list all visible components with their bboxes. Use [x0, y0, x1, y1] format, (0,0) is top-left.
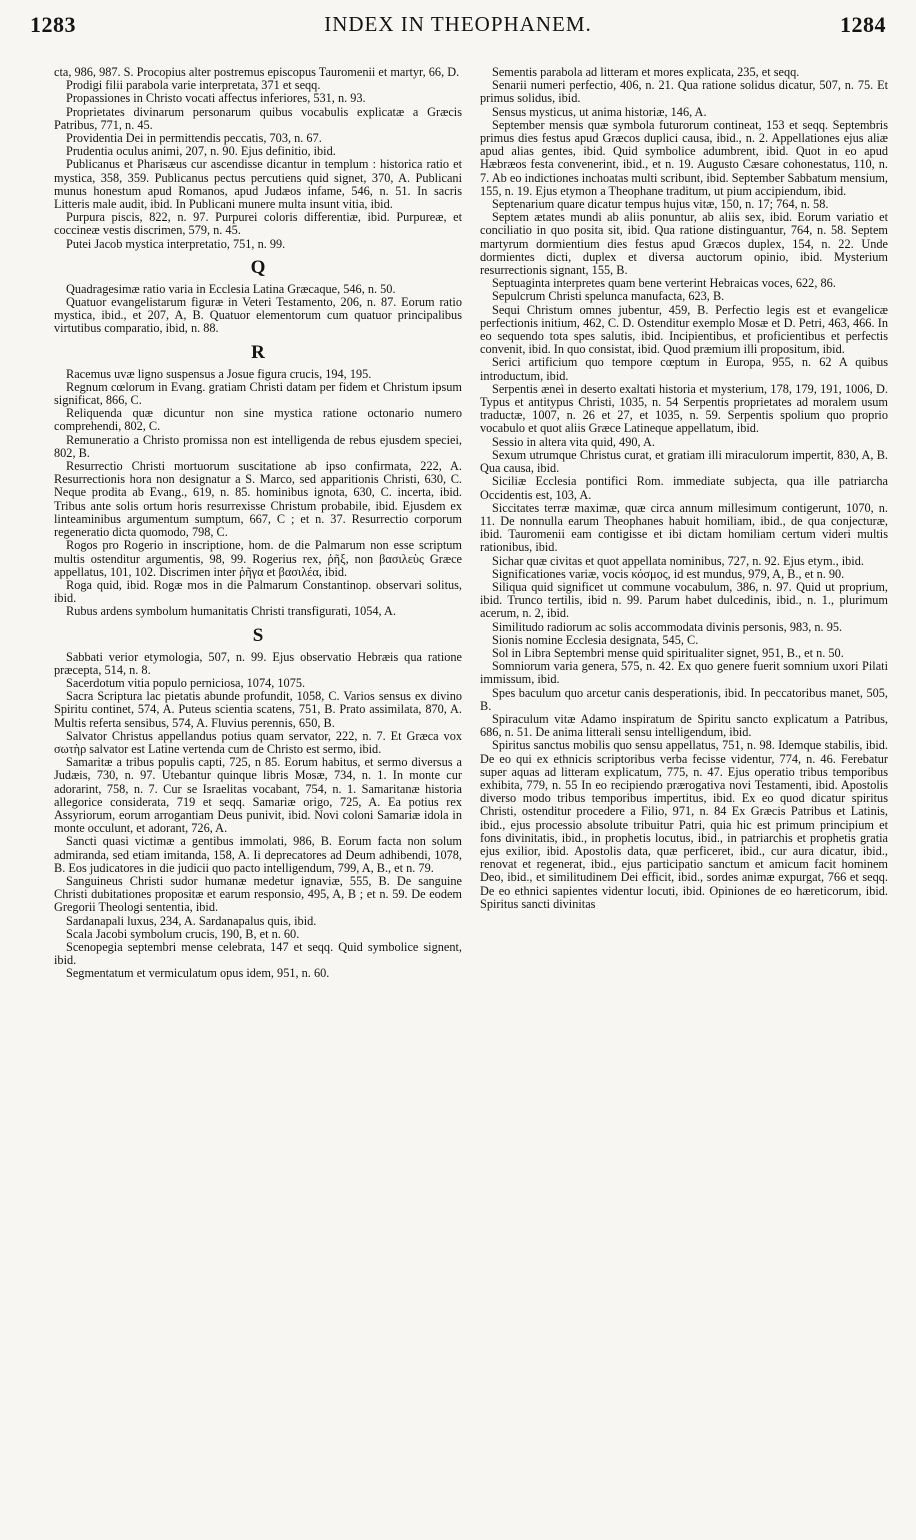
index-entry: Segmentatum et vermiculatum opus idem, 951, n. 60. [66, 966, 330, 981]
index-entry: Sacra Scriptura lac pietatis abunde profundit, 1058, C. Varios sensus ex divino Spiritu continet, 574, A. Puteus scientia scatens, 751, B. Prato assimilata, 870, A. Multis referta sensibus, 574, A. Fluvius perennis, 650, B. [54, 689, 462, 730]
index-entry: Somniorum varia genera, 575, n. 42. Ex quo genere fuerit somnium uxori Pilati immissum, ibid. [480, 659, 888, 687]
index-entry: Sol in Libra Septembri mense quid spiritualiter signet, 951, B., et n. 50. [492, 645, 844, 660]
index-entry: September mensis quæ symbola futurorum contineat, 153 et seqq. Septembris primus dies festus apud Græcos duplici causa, ibid., n. 2. Appellationes ejus aliæ apud alias gentes, ibid. Quid symbolice adumbrent, ibid. Quot in eo apud Hæbræos festa convenerint, ibid., et n. 19. Augusto Cæsare cohonestatus, 110, n. 7. Ab eo indictiones inchoatas multi scribunt, ibid. September Sabbatum mensium, 155, n. 19. Ejus etymon a Theophane traditum, ut pium accipiendum, ibid. [480, 117, 888, 198]
running-title: INDEX IN THEOPHANEM. [324, 12, 592, 36]
index-entry: Sequi Christum omnes jubentur, 459, B. Perfectio legis est et evangelicæ perfectionis initium, 462, C. D. Ostenditur exemplo Mosæ et D. Petri, 463, 466. In eo sequendo tota spes salutis, ibid. Incipientibus, et proficientibus et perfectis convenit, ibid. In quo consistat, ibid. Quod præmium illi propositum, ibid. [480, 302, 888, 357]
index-entry: Siliqua quid significet ut commune vocabulum, 386, n. 97. Quid ut proprium, ibid. Trunco tertilis, ibid n. 99. Parum habet dulcedinis, ibid., n. 1., plurimum acerum, n. 2, ibid. [480, 579, 888, 621]
index-entry: Proprietates divinarum personarum quibus vocabulis explicatæ a Græcis Patribus, 771, n. 45. [54, 104, 462, 132]
index-entry: Scala Jacobi symbolum crucis, 190, B, et n. 60. [66, 926, 300, 941]
index-entry: Providentia Dei in permittendis peccatis, 703, n. 67. [66, 131, 322, 146]
index-entry: Roga quid, ibid. Rogæ mos in die Palmarum Constantinop. observari solitus, ibid. [54, 577, 462, 606]
index-entry: Spiritus sanctus mobilis quo sensu appellatus, 751, n. 98. Idemque stabilis, ibid. De eo qui ex ethnicis scriptoribus verba fecisse videntur, 774, n. 46. Ferebatur super aquas ad litteram explicatum, 775, n. 47. Ejus operatio tribus temporibus exhibita, 779, n. 55 In eo recipiendo prærogativa novi Testamenti, ibid. Apostolis diverso modo tribus temporibus impertitus, ibid. Ex eo quod dicatur spiritus Christi, ostenditur procedere a Filio, 971, n. 84 Ex Græcis Patribus et Latinis, ibid., ejus processio absolute tribuitur Patri, quia hic est primum principium et fons divinitatis, ibid., in prophetis locutus, ibid., in patriarchis et prophetis gratia ejus exilior, ibid. Apostolis data, quæ perficeret, ibid., cur aura dicatur, ibid., renovat et regenerat, ibid., ejus participatio sanctum et amicum facit hominem Deo, ibid., et similitudinem Dei efficit, ibid., sordes animæ expurgat, 766 et seqq. De eo ethnici sapientes videntur locuti, ibid. Opiniones de eo hæreticorum, ibid. Spiritus sancti divinitas [480, 738, 888, 911]
index-entry: Spes baculum quo arcetur canis desperationis, ibid. In peccatoribus manet, 505, B. [480, 685, 888, 713]
index-entry: Senarii numeri perfectio, 406, n. 21. Qua ratione solidus dicatur, 507, n. 75. Et primus solidus, ibid. [480, 78, 888, 106]
section-letter: R [251, 341, 265, 363]
page-header [30, 8, 886, 48]
right-column [480, 66, 888, 1520]
index-entry: Regnum cœlorum in Evang. gratiam Christi datam per fidem et Christum ipsum significat, 866, C. [54, 379, 462, 408]
index-entry: Sancti quasi victimæ a gentibus immolati, 986, B. Eorum facta non solum admiranda, sed etiam imitanda, 158, A. Ii deprecatores ad Deum adhibendi, 1078, B. Eos judicatores in die judicii quo pacto intelligendum, 799, A, B., et n. 79. [54, 834, 462, 875]
index-entry: Sabbati verior etymologia, 507, n. 99. Ejus observatio Hebræis qua ratione præcepta, 514, n. 8. [54, 649, 462, 677]
index-entry: Sionis nomine Ecclesia designata, 545, C. [492, 632, 699, 647]
index-entry: cta, 986, 987. S. Procopius alter postremus episcopus Tauromenii et martyr, 66, D. [54, 66, 460, 79]
index-entry: Sessio in altera vita quid, 490, A. [492, 434, 655, 449]
section-letter: Q [250, 256, 266, 278]
index-entry: Propassiones in Christo vocati affectus inferiores, 531, n. 93. [66, 91, 366, 106]
index-entry: Sensus mysticus, ut anima historiæ, 146, A. [492, 104, 707, 119]
index-entry: Sacerdotum vitia populo perniciosa, 1074, 1075. [66, 675, 306, 690]
index-entry: Septuaginta interpretes quam bene verterint Hebraicas voces, 622, 86. [492, 276, 836, 291]
left-column [54, 66, 462, 1520]
index-entry: Putei Jacob mystica interpretatio, 751, n. 99. [66, 236, 286, 251]
index-entry: Publicanus et Pharisæus cur ascendisse dicantur in templum : historica ratio et mystica, 358, 359. Publicanus pectus percutiens quid signet, 370, A. Publicani munus honestum apud Romanos, apud Judæos infame, 546, n. 51. In sacris Litteris male audit, ibid. In Publicani munere multa insunt vitia, ibid. [54, 157, 462, 212]
page-number-left: 1283 [30, 12, 76, 37]
index-columns [54, 66, 888, 1520]
index-entry: Quadragesimæ ratio varia in Ecclesia Latina Græcaque, 546, n. 50. [66, 281, 396, 296]
index-entry: Samaritæ a tribus populis capti, 725, n 85. Eorum habitus, et sermo diversus a Judæis, 730, n. 97. Utebantur quinque libris Mosæ, 734, n. 1. In monte cur adorarint, 758, n. 7. Cur se Israelitas vocabant, 754, n. 1. Samaritanæ historia allegorice considerata, 719 et seqq. Samariæ origo, 725, A. Ea potius rex Assyriorum, eorum arrogantiam Deus punivit, ibid. Novi coloni Samariæ idola in monte occulunt, et adorant, 726, A. [54, 755, 462, 836]
index-entry: Purpura piscis, 822, n. 97. Purpurei coloris differentiæ, ibid. Purpureæ, et coccineæ vestis discrimen, 579, n. 45. [54, 210, 462, 238]
index-entry: Reliquenda quæ dicuntur non sine mystica ratione octonario numero comprehendi, 802, C. [54, 406, 462, 434]
index-entry: Remuneratio a Christo promissa non est intelligenda de rebus ejusdem speciei, 802, B. [54, 432, 462, 460]
index-entry: Siccitates terræ maximæ, quæ circa annum millesimum contigerunt, 1070, n. 11. De nonnulla earum Theophanes habuit homiliam, ibid., de qua conjecturæ, ibid. Tauromenii eam contigisse et ibi dictam homiliam certum videri multis rationibus, ibid. [480, 500, 888, 555]
index-entry: Sementis parabola ad litteram et mores explicata, 235, et seqq. [492, 66, 800, 79]
index-entry: Serpentis æneì in deserto exaltati historia et mysterium, 178, 179, 191, 1006, D. Typus et antitypus Christi, 1035, n. 54 Serpentis proprietates ad moralem usum traductæ, 1007, n. 26 et 27, et 1035, n. 59. Serpentis spolium quo proprio vocabulo et quot aliis Græce Latineque appellatum, ibid. [480, 381, 888, 436]
index-entry: Prudentia oculus animi, 207, n. 90. Ejus definitio, ibid. [66, 144, 336, 159]
index-entry: Resurrectio Christi mortuorum suscitatione ab ipso confirmata, 222, A. Resurrectionis hora non designatur a S. Marco, sed apparitionis Christi, 630, C. Neque prodita ab Evang., 619, n. 85. hominibus ignota, 630, C. incerta, ibid. Tribus ante solis ortum horis resurrexisse Christum probabile, ibid. Ejusdem ex linteaminibus argumentum sumptum, 667, C ; et n. 37. Resurrectio corporum regeneratio dicta quomodo, 798, C. [54, 459, 462, 540]
index-entry: Siciliæ Ecclesia pontifici Rom. immediate subjecta, qua ille patriarcha Occidentis est, 103, A. [480, 474, 888, 502]
index-entry: Sanguineus Christi sudor humanæ medetur ignaviæ, 555, B. De sanguine Christi dubitationes propositæ et earum responsio, 495, A, B ; et n. 59. De eodem Gregorii Theologi sententia, ibid. [54, 873, 462, 915]
index-entry: Salvator Christus appellandus potius quam servator, 222, n. 7. Et Græca vox σωτὴρ salvator est Latine vertenda cum de Christo est sermo, ibid. [54, 728, 462, 756]
index-entry: Rubus ardens symbolum humanitatis Christi transfigurati, 1054, A. [66, 604, 396, 619]
index-entry: Quatuor evangelistarum figuræ in Veteri Testamento, 206, n. 87. Eorum ratio mystica, ibid., et 207, A, B. Quatuor elementorum cum quatuor principalibus virtutibus comparatio, ibid, n. 88. [54, 295, 462, 336]
index-entry: Racemus uvæ ligno suspensus a Josue figura crucis, 194, 195. [66, 366, 372, 381]
index-entry: Spiraculum vitæ Adamo inspiratum de Spiritu sancto explicatum a Patribus, 686, n. 51. De anima litterali sensu intelligendum, ibid. [480, 711, 888, 740]
index-entry: Sexum utrumque Christus curat, et gratiam illi miraculorum impertit, 830, A, B. Qua causa, ibid. [480, 447, 888, 476]
index-entry: Septenarium quare dicatur tempus hujus vitæ, 150, n. 17; 764, n. 58. [492, 197, 829, 212]
page-number-right: 1284 [840, 12, 886, 37]
index-entry: Serici artificium quo tempore cœptum in Europa, 955, n. 62 A quibus introductum, ibid. [480, 355, 888, 383]
index-entry: Prodigi filii parabola varie interpretata, 371 et seqq. [66, 78, 321, 93]
index-entry: Scenopegia septembri mense celebrata, 147 et seqq. Quid symbolice signent, ibid. [54, 939, 462, 968]
index-entry: Sardanapali luxus, 234, A. Sardanapalus quis, ibid. [66, 913, 317, 928]
index-entry: Sepulcrum Christi spelunca manufacta, 623, B. [492, 289, 725, 304]
index-entry: Sichar quæ civitas et quot appellata nominibus, 727, n. 92. Ejus etym., ibid. [492, 553, 864, 568]
index-entry: Rogos pro Rogerio in inscriptione, hom. de die Palmarum non esse scriptum multis ostenditur argumentis, 98, 99. Rogerius rex, ῥῆξ, non βασιλεὺς Græce appellatus, 101, 102. Discrimen inter ῥῆγα et βασιλέα, ibid. [54, 538, 462, 579]
index-entry: Significationes variæ, vocis κόσμος, id est mundus, 979, A, B., et n. 90. [492, 566, 845, 581]
section-letter: S [252, 624, 264, 646]
index-entry: Similitudo radiorum ac solis accommodata divinis personis, 983, n. 95. [492, 619, 843, 634]
index-entry: Septem ætates mundi ab aliis ponuntur, ab aliis sex, ibid. Eorum variatio et conciliatio in quo posita sit, ibid. Qua ratione distinguantur, 764, n. 58. Septem martyrum dormientium dies festus apud Græcos duplex, 154, n. 22. Unde dormientes dicti, duplex et diversa auctorum opinio, ibid. Mysterium resurrectionis signant, 155, B. [480, 210, 888, 278]
